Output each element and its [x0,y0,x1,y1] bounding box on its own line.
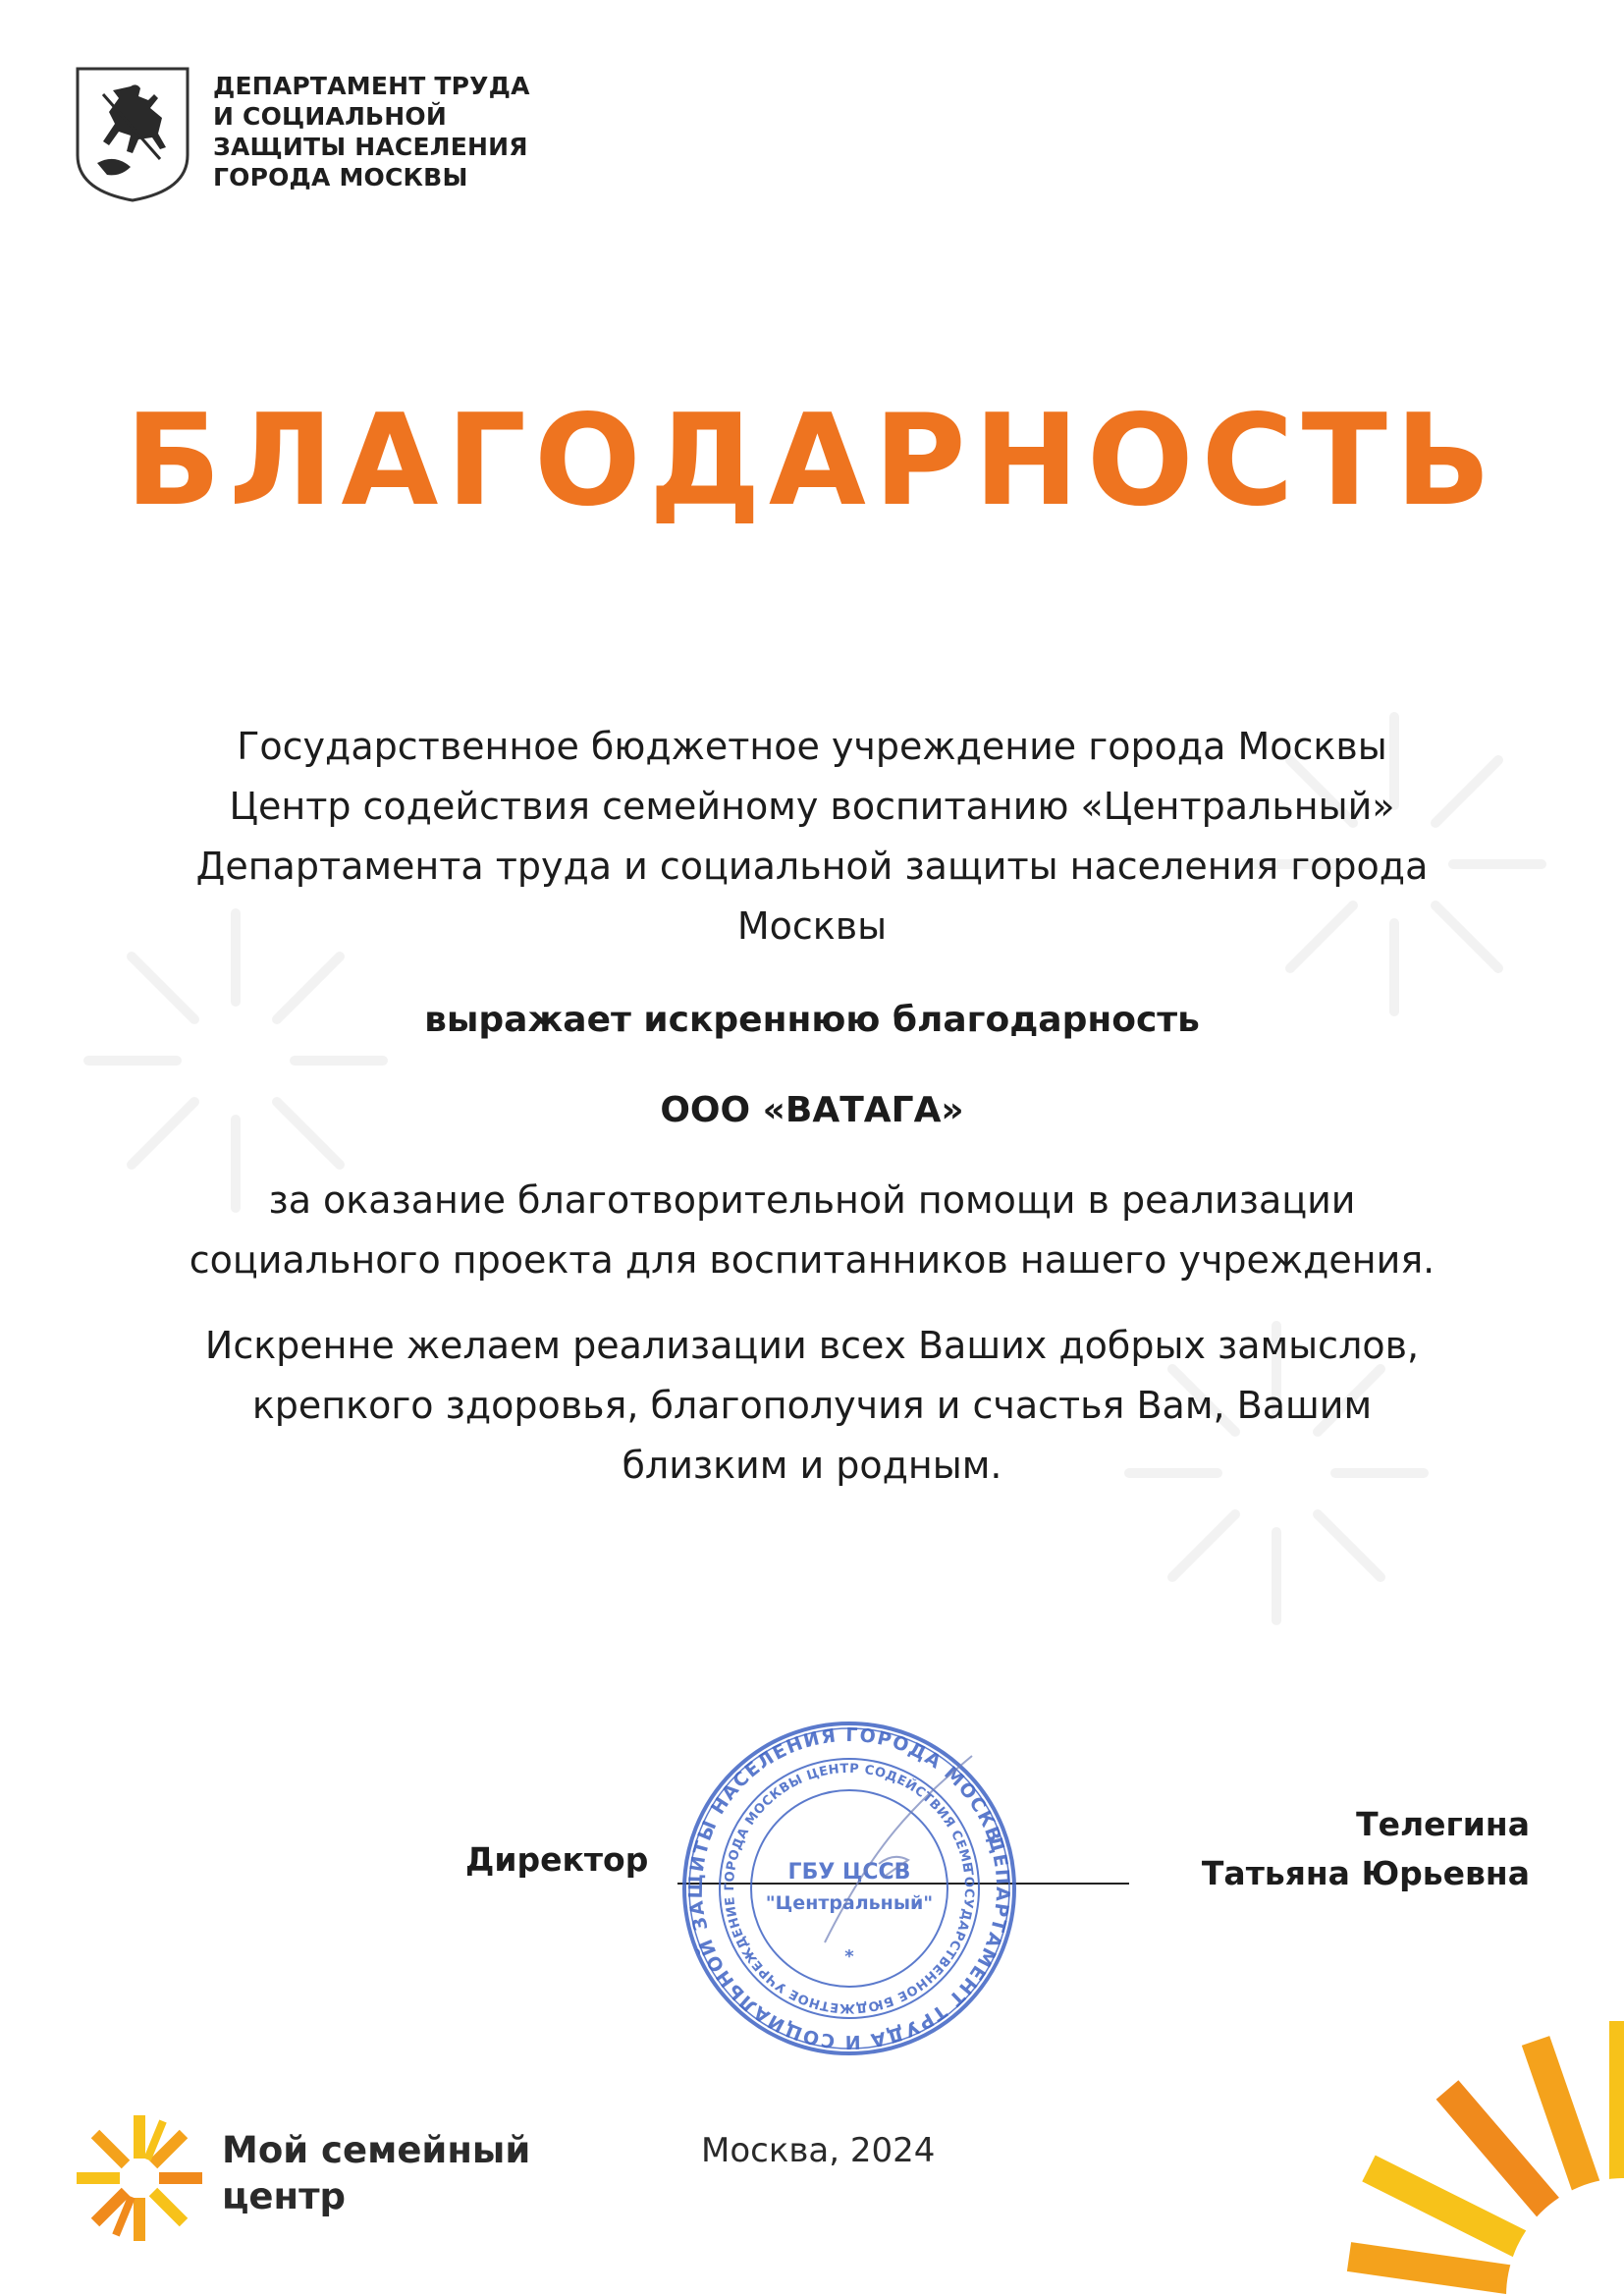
reason-line: за оказание благотворительной помощи в реализации [268,1178,1356,1222]
recipient-name: ООО «ВАТАГА» [660,1090,964,1130]
department-name-line: ДЕПАРТАМЕНТ ТРУДА [213,72,530,100]
reason-line: социального проекта для воспитанников нашего учреждения. [189,1238,1435,1282]
brand-name-line: Мой семейный [222,2129,531,2171]
organization-line: Москвы [736,904,888,948]
document-title: БЛАГОДАРНОСТЬ [125,388,1499,534]
stamp-center-line1: ГБУ ЦССВ [787,1860,911,1885]
place-and-year: Москва, 2024 [701,2131,936,2170]
signer-name-line: Телегина [1356,1805,1530,1843]
brand-name [222,2127,530,2219]
signer-name-line: Татьяна Юрьевна [1201,1854,1530,1892]
thanks-line: выражает искреннюю благодарность [424,1000,1200,1040]
official-stamp [677,1717,1021,2060]
department-name-line: И СОЦИАЛЬНОЙ [213,102,448,131]
stamp-center-line2: "Центральный" [765,1892,934,1914]
wish-line: Искренне желаем реализации всех Ваших добрых замыслов, [204,1324,1420,1367]
signer-name [1202,1800,1530,1898]
department-name [213,71,530,192]
signer-position: Директор [465,1840,649,1879]
organization-line: Центр содействия семейному воспитанию «Центральный» [229,785,1395,828]
reason-text [0,1171,1624,1290]
stamp-outer-text: ДЕПАРТАМЕНТ ТРУДА И СОЦИАЛЬНОЙ ЗАЩИТЫ НАСЕЛЕНИЯ ГОРОДА МОСКВЫ [684,1723,1014,2053]
organization-line: Департамента труда и социальной защиты населения города [195,845,1429,888]
wish-text [0,1316,1624,1496]
wish-line: крепкого здоровья, благополучия и счастья Вам, Вашим [251,1384,1373,1427]
family-center-logo-icon [71,2109,208,2247]
stamp-inner-text: ГОСУДАРСТВЕННОЕ БЮДЖЕТНОЕ УЧРЕЖДЕНИЕ ГОРОДА МОСКВЫ ЦЕНТР СОДЕЙСТВИЯ СЕМЕЙНОМУ [722,1761,977,2016]
brand-name-line: центр [222,2175,347,2217]
organization-name [0,717,1624,957]
organization-line: Государственное бюджетное учреждение города Москвы [237,725,1387,768]
wish-line: близким и родным. [622,1444,1002,1487]
department-name-line: ГОРОДА МОСКВЫ [213,163,468,191]
header [74,65,530,204]
corner-sunburst-icon [1329,1982,1624,2296]
department-name-line: ЗАЩИТЫ НАСЕЛЕНИЯ [213,133,528,161]
stamp-star-icon: * [844,1946,854,1967]
moscow-coat-of-arms-icon [74,65,191,204]
